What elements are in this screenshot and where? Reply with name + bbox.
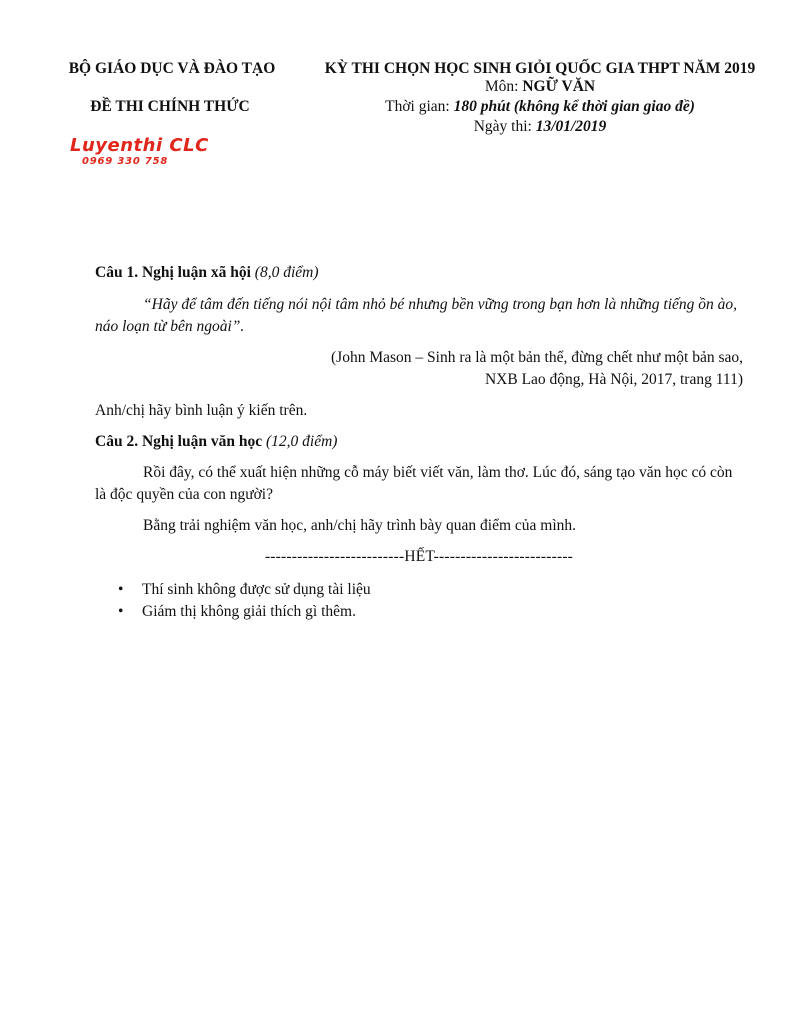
question-1-points: (8,0 điểm) [254,264,319,281]
question-2-task: Bằng trải nghiệm văn học, anh/chị hãy trình bày quan điểm của mình. [143,517,577,534]
question-1-title: Câu 1. Nghị luận xã hội [95,264,251,281]
notes-list [118,579,371,623]
bullet-icon: • [118,603,124,620]
question-2-title: Câu 2. Nghị luận văn học [95,433,263,450]
end-marker: --------------------------HẾT-------------------------- [264,548,574,565]
question-2-heading [95,431,337,453]
time-value: 180 phút (không kể thời gian giao đề) [453,98,695,115]
question-2-body: Rồi đây, có thể xuất hiện những cỗ máy biết viết văn, làm thơ. Lúc đó, sáng tạo văn học có còn là độc quyền của con người? [95,464,733,503]
ministry-name: BỘ GIÁO DỤC VÀ ĐÀO TẠO [68,60,276,77]
date-value: 13/01/2019 [535,118,607,135]
note-text: Thí sinh không được sử dụng tài liệu [142,581,371,598]
question-1-source-line-2: NXB Lao động, Hà Nội, 2017, trang 111) [484,371,743,388]
question-1-heading [95,262,319,284]
subject-label: Môn: [484,78,523,95]
document-type: ĐỀ THI CHÍNH THỨC [90,98,250,115]
logo-name: Luyenthi CLC [70,135,209,156]
time-line [290,98,790,116]
bullet-icon: • [118,581,124,598]
subject-value: NGỮ VĂN [522,78,596,95]
watermark-logo [70,136,230,170]
note-text: Giám thị không giải thích gì thêm. [142,603,356,620]
date-label: Ngày thi: [473,118,536,135]
question-2-points: (12,0 điểm) [265,433,338,450]
list-item [118,601,371,623]
time-label: Thời gian: [385,98,454,115]
question-1-source-line-1: (John Mason – Sinh ra là một bản thể, đừng chết như một bản sao, [331,349,743,366]
subject-line [290,78,790,96]
date-line [290,118,790,136]
list-item [118,579,371,601]
question-1-quote: “Hãy để tâm đến tiếng nói nội tâm nhỏ bé nhưng bền vững trong bạn hơn là những tiếng ồn ào, náo loạn từ bên ngoài”. [95,296,738,335]
question-1-task: Anh/chị hãy bình luận ý kiến trên. [95,402,308,419]
logo-phone: 0969 330 758 [82,156,169,167]
exam-title: KỲ THI CHỌN HỌC SINH GIỎI QUỐC GIA THPT NĂM 2019 [324,60,756,77]
